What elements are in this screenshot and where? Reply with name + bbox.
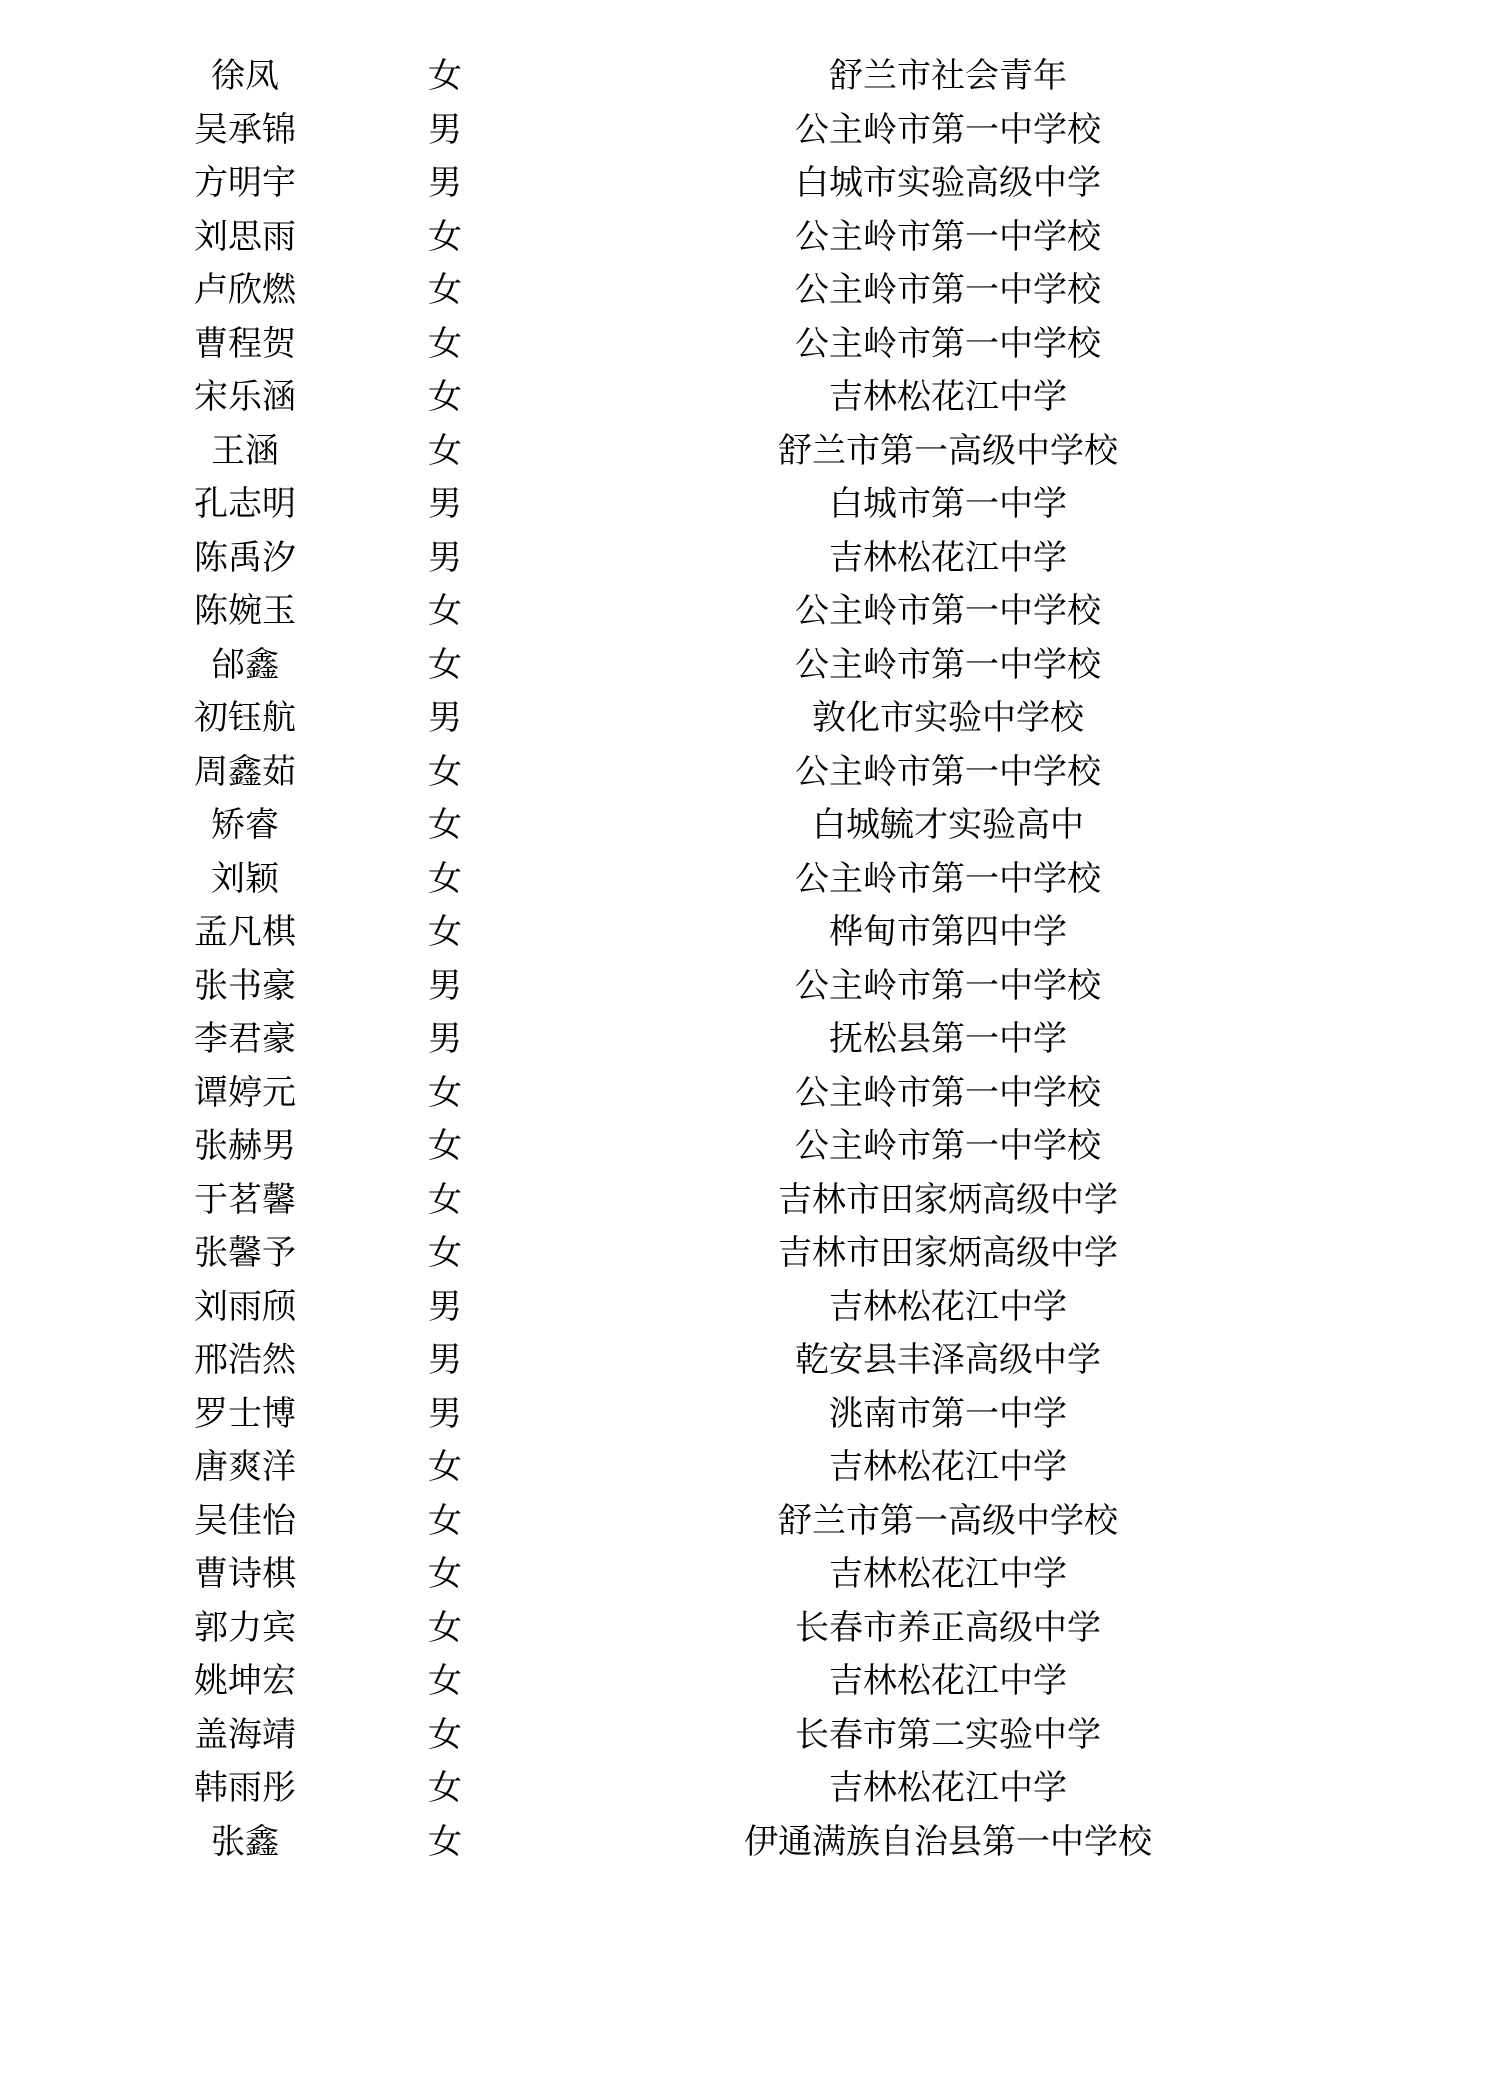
- cell-school: 公主岭市第一中学校: [795, 111, 1101, 149]
- cell-name: 姚坤宏: [194, 1663, 296, 1700]
- cell-gender: 男: [428, 1021, 462, 1058]
- table-row: [120, 1067, 1376, 1121]
- cell-name: 矫睿: [211, 807, 279, 844]
- cell-school: 洮南市第一中学: [829, 1395, 1067, 1433]
- cell-school: 吉林市田家炳高级中学: [778, 1181, 1118, 1219]
- cell-gender: 女: [428, 914, 462, 951]
- cell-name: 唐爽洋: [194, 1449, 296, 1486]
- cell-school: 公主岭市第一中学校: [795, 272, 1101, 309]
- roster-table: [120, 50, 1376, 1869]
- table-row: [120, 371, 1376, 425]
- cell-gender: 女: [428, 1074, 462, 1112]
- table-row: [120, 1227, 1376, 1281]
- cell-gender: 男: [428, 539, 462, 577]
- cell-name: 陈婉玉: [194, 593, 296, 630]
- cell-name: 卢欣燃: [194, 272, 296, 309]
- cell-name: 初钰航: [194, 700, 296, 737]
- cell-gender: 女: [428, 1770, 462, 1807]
- table-row: [120, 1388, 1376, 1442]
- cell-name: 张书豪: [194, 967, 296, 1005]
- table-row: [120, 906, 1376, 960]
- cell-name: 韩雨彤: [194, 1770, 296, 1807]
- cell-name: 张赫男: [194, 1128, 296, 1165]
- cell-name: 郭力宾: [194, 1609, 296, 1647]
- cell-gender: 女: [428, 753, 462, 791]
- cell-school: 白城市第一中学: [829, 486, 1067, 523]
- cell-gender: 男: [428, 111, 462, 149]
- table-row: [120, 1548, 1376, 1602]
- cell-name: 于茗馨: [194, 1181, 296, 1219]
- table-row: [120, 157, 1376, 211]
- table-row: [120, 264, 1376, 318]
- cell-school: 公主岭市第一中学校: [795, 1074, 1101, 1112]
- cell-school: 白城市实验高级中学: [795, 165, 1101, 202]
- table-row: [120, 1281, 1376, 1335]
- table-row: [120, 746, 1376, 800]
- cell-school: 公主岭市第一中学校: [795, 325, 1101, 363]
- cell-gender: 女: [428, 1235, 462, 1272]
- cell-name: 邰鑫: [211, 646, 279, 684]
- cell-name: 宋乐涵: [194, 379, 296, 416]
- roster-table-body: [120, 50, 1376, 1869]
- table-row: [120, 1120, 1376, 1174]
- table-row: [120, 1602, 1376, 1656]
- cell-gender: 女: [428, 1181, 462, 1219]
- cell-gender: 女: [428, 325, 462, 363]
- table-row: [120, 692, 1376, 746]
- table-row: [120, 50, 1376, 104]
- table-row: [120, 104, 1376, 158]
- cell-school: 长春市第二实验中学: [795, 1716, 1101, 1754]
- table-row: [120, 318, 1376, 372]
- table-row: [120, 211, 1376, 265]
- cell-name: 孟凡棋: [194, 914, 296, 951]
- cell-gender: 女: [428, 807, 462, 844]
- cell-gender: 女: [428, 1823, 462, 1861]
- cell-name: 吴承锦: [194, 111, 296, 149]
- table-row: [120, 1174, 1376, 1228]
- cell-gender: 女: [428, 1556, 462, 1593]
- table-row: [120, 1441, 1376, 1495]
- cell-gender: 女: [428, 1128, 462, 1165]
- cell-school: 白城毓才实验高中: [812, 807, 1084, 844]
- cell-gender: 男: [428, 165, 462, 202]
- cell-school: 吉林松花江中学: [829, 1770, 1067, 1807]
- cell-gender: 男: [428, 1288, 462, 1326]
- cell-name: 陈禹汐: [194, 539, 296, 577]
- cell-name: 张鑫: [211, 1823, 279, 1861]
- cell-gender: 男: [428, 1342, 462, 1379]
- cell-gender: 女: [428, 1716, 462, 1754]
- cell-name: 李君豪: [194, 1021, 296, 1058]
- cell-gender: 男: [428, 700, 462, 737]
- table-row: [120, 532, 1376, 586]
- cell-gender: 女: [428, 646, 462, 684]
- cell-school: 吉林松花江中学: [829, 379, 1067, 416]
- cell-gender: 女: [428, 1449, 462, 1486]
- cell-gender: 男: [428, 1395, 462, 1433]
- cell-name: 张馨予: [194, 1235, 296, 1272]
- cell-school: 吉林松花江中学: [829, 1663, 1067, 1700]
- table-row: [120, 960, 1376, 1014]
- cell-gender: 女: [428, 58, 462, 95]
- cell-name: 周鑫茹: [194, 753, 296, 791]
- table-row: [120, 799, 1376, 853]
- table-row: [120, 478, 1376, 532]
- cell-name: 刘颖: [211, 860, 279, 898]
- cell-name: 曹程贺: [194, 325, 296, 363]
- cell-school: 舒兰市社会青年: [829, 58, 1067, 95]
- cell-name: 谭婷元: [194, 1074, 296, 1112]
- cell-gender: 女: [428, 432, 462, 470]
- cell-school: 公主岭市第一中学校: [795, 218, 1101, 256]
- table-row: [120, 425, 1376, 479]
- table-row: [120, 1495, 1376, 1549]
- cell-school: 乾安县丰泽高级中学: [795, 1342, 1101, 1379]
- cell-school: 公主岭市第一中学校: [795, 646, 1101, 684]
- cell-gender: 女: [428, 1502, 462, 1540]
- cell-gender: 男: [428, 967, 462, 1005]
- cell-school: 敦化市实验中学校: [812, 700, 1084, 737]
- cell-name: 吴佳怡: [194, 1502, 296, 1540]
- table-row: [120, 1013, 1376, 1067]
- cell-school: 舒兰市第一高级中学校: [778, 432, 1118, 470]
- cell-school: 公主岭市第一中学校: [795, 860, 1101, 898]
- cell-school: 长春市养正高级中学: [795, 1609, 1101, 1647]
- cell-school: 桦甸市第四中学: [829, 914, 1067, 951]
- cell-gender: 女: [428, 1609, 462, 1647]
- cell-name: 曹诗棋: [194, 1556, 296, 1593]
- cell-name: 徐凤: [211, 58, 279, 95]
- cell-school: 公主岭市第一中学校: [795, 593, 1101, 630]
- table-row: [120, 1655, 1376, 1709]
- cell-school: 公主岭市第一中学校: [795, 967, 1101, 1005]
- cell-name: 孔志明: [194, 486, 296, 523]
- cell-school: 公主岭市第一中学校: [795, 753, 1101, 791]
- cell-name: 邢浩然: [194, 1342, 296, 1379]
- cell-school: 伊通满族自治县第一中学校: [744, 1823, 1152, 1861]
- cell-name: 刘雨颀: [194, 1288, 296, 1326]
- cell-name: 罗士博: [194, 1395, 296, 1433]
- cell-name: 刘思雨: [194, 218, 296, 256]
- table-row: [120, 639, 1376, 693]
- cell-school: 吉林市田家炳高级中学: [778, 1235, 1118, 1272]
- cell-gender: 女: [428, 272, 462, 309]
- cell-school: 吉林松花江中学: [829, 1288, 1067, 1326]
- table-row: [120, 1762, 1376, 1816]
- cell-school: 抚松县第一中学: [829, 1021, 1067, 1058]
- table-row: [120, 1709, 1376, 1763]
- table-row: [120, 1816, 1376, 1870]
- cell-school: 吉林松花江中学: [829, 1556, 1067, 1593]
- cell-gender: 女: [428, 379, 462, 416]
- cell-gender: 女: [428, 860, 462, 898]
- cell-school: 舒兰市第一高级中学校: [778, 1502, 1118, 1540]
- cell-gender: 女: [428, 1663, 462, 1700]
- cell-school: 公主岭市第一中学校: [795, 1128, 1101, 1165]
- table-row: [120, 1334, 1376, 1388]
- table-row: [120, 585, 1376, 639]
- cell-gender: 女: [428, 593, 462, 630]
- cell-name: 盖海靖: [194, 1716, 296, 1754]
- cell-gender: 男: [428, 486, 462, 523]
- cell-name: 王涵: [211, 432, 279, 470]
- cell-gender: 女: [428, 218, 462, 256]
- cell-school: 吉林松花江中学: [829, 1449, 1067, 1486]
- cell-name: 方明宇: [194, 165, 296, 202]
- table-row: [120, 853, 1376, 907]
- cell-school: 吉林松花江中学: [829, 539, 1067, 577]
